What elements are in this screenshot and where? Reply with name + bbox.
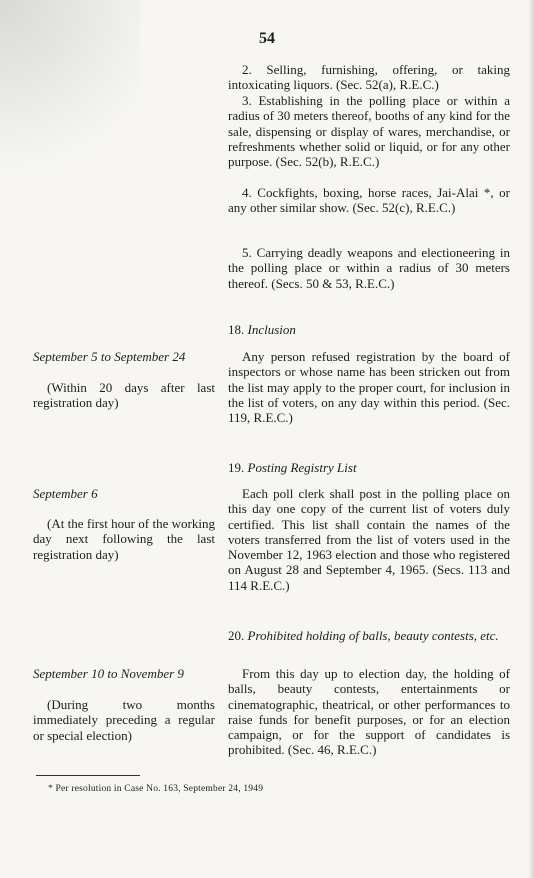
section-19-heading: 19. Posting Registry List bbox=[228, 460, 357, 475]
scan-edge-shadow bbox=[528, 0, 534, 878]
item-4: 4. Cockfights, boxing, horse races, Jai-Alai *, or any other similar show. (Sec. 52(c), R.E.C.) bbox=[228, 185, 510, 216]
section-19-date: September 6 bbox=[33, 486, 98, 501]
footnote-rule bbox=[36, 775, 140, 776]
section-18-date: September 5 to September 24 bbox=[33, 349, 186, 364]
section-20-body: From this day up to election day, the holding of balls, beauty contests, entertainments or cinematographic, theatrical, or other performances to raise funds for benefit purposes, or for an election campaign, or for the support of candidates is prohibited. (Sec. 46, R.E.C.) bbox=[228, 666, 510, 758]
footnote: * Per resolution in Case No. 163, September 24, 1949 bbox=[48, 784, 264, 794]
section-18-note: (Within 20 days after last registration day) bbox=[33, 380, 215, 411]
item-3: 3. Establishing in the polling place or within a radius of 30 meters thereof, booths of any kind for the sale, dispensing or display of wares, merchandise, or refreshments whether solid or liquid, or for any other purpose. (Sec. 52(b), R.E.C.) bbox=[228, 93, 510, 170]
section-18-body: Any person refused registration by the board of inspectors or whose name has been stricken out from the list may apply to the proper court, for inclusion in the list of voters, on any day within this period. (Sec. 119, R.E.C.) bbox=[228, 349, 510, 426]
item-2: 2. Selling, furnishing, offering, or taking intoxicating liquors. (Sec. 52(a), R.E.C.) bbox=[228, 62, 510, 93]
item-5: 5. Carrying deadly weapons and electioneering in the polling place or within a radius of 30 meters thereof. (Secs. 50 & 53, R.E.C.) bbox=[228, 245, 510, 291]
page-number: 54 bbox=[259, 30, 275, 47]
section-19-note: (At the first hour of the working day next following the last registration day) bbox=[33, 516, 215, 562]
section-20-date: September 10 to November 9 bbox=[33, 666, 184, 681]
section-20-heading: 20. Prohibited holding of balls, beauty contests, etc. bbox=[228, 628, 499, 643]
section-18-heading: 18. Inclusion bbox=[228, 322, 296, 337]
section-20-note: (During two months immediately preceding a regular or special election) bbox=[33, 697, 215, 743]
section-19-body: Each poll clerk shall post in the polling place on this day one copy of the current list of voters duly certified. This list shall contain the names of the voters transferred from the list of voters used in the November 12, 1963 election and those who registered on August 28 and September 4, 1965. (Secs. 113 and 114 R.E.C.) bbox=[228, 486, 510, 593]
